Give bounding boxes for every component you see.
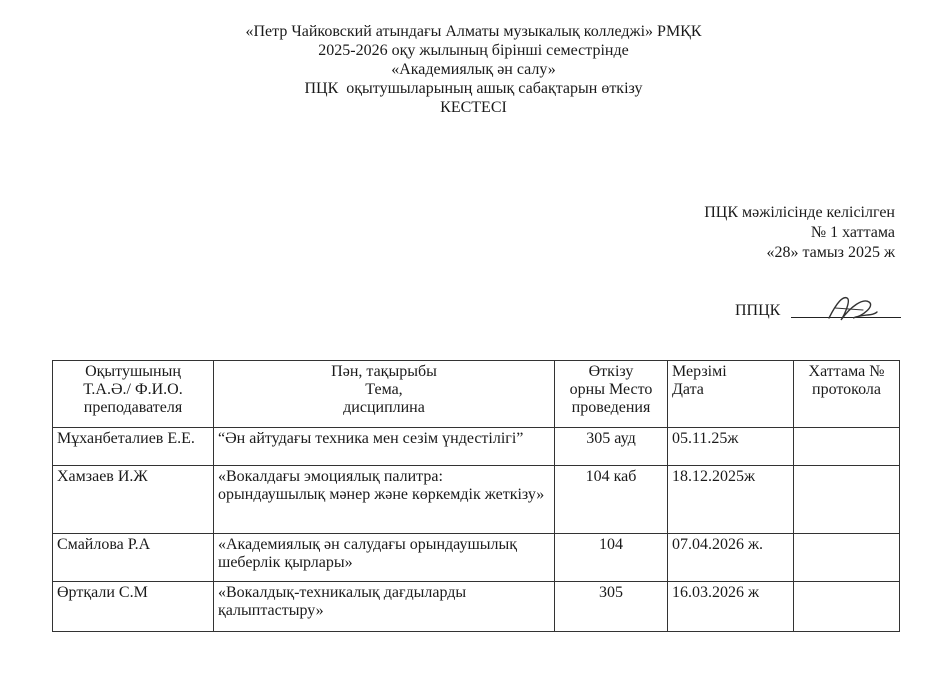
- place-cell: 104: [555, 534, 668, 582]
- document-header: [0, 22, 947, 117]
- table-row: [53, 466, 900, 534]
- protocol-number: № 1 хаттама: [810, 224, 895, 241]
- table-header-row: [53, 361, 900, 428]
- signature-scribble-icon: [823, 292, 883, 326]
- signature-label: ППЦК: [735, 302, 781, 319]
- date-cell: 16.03.2026 ж: [668, 582, 794, 632]
- header-place: Өткізу орны Место проведения: [555, 361, 668, 428]
- signature-area: [735, 292, 905, 324]
- college-name: «Петр Чайковский атындағы Алматы музыкалық колледжі» РМҚК: [245, 23, 702, 40]
- date-cell: 07.04.2026 ж.: [668, 534, 794, 582]
- place-cell: 104 каб: [555, 466, 668, 534]
- protocol-cell: [794, 582, 900, 632]
- teacher-cell: Смайлова Р.А: [53, 534, 214, 582]
- place-cell: 305 ауд: [555, 428, 668, 466]
- approval-date: «28» тамыз 2025 ж: [766, 244, 895, 261]
- document-title: КЕСТЕСІ: [440, 99, 507, 116]
- open-lessons-table: [52, 360, 900, 632]
- protocol-cell: [794, 428, 900, 466]
- department-name: «Академиялық ән салу»: [391, 61, 556, 78]
- protocol-cell: [794, 466, 900, 534]
- teacher-cell: Хамзаев И.Ж: [53, 466, 214, 534]
- header-topic: Пән, тақырыбы Тема, дисциплина: [214, 361, 555, 428]
- teacher-cell: Өртқали С.М: [53, 582, 214, 632]
- header-teacher: Оқытушының Т.А.Ә./ Ф.И.О. преподавателя: [53, 361, 214, 428]
- semester-line: 2025-2026 оқу жылының бірінші семестрінде: [318, 42, 629, 59]
- table-row: [53, 534, 900, 582]
- table-row: [53, 428, 900, 466]
- header-date: Мерзімі Дата: [668, 361, 794, 428]
- date-cell: 18.12.2025ж: [668, 466, 794, 534]
- schedule-subject: ПЦК оқытушыларының ашық сабақтарын өткізу: [304, 80, 643, 97]
- protocol-cell: [794, 534, 900, 582]
- topic-cell: «Академиялық ән салудағы орындаушылық шеберлік қырлары»: [214, 534, 555, 582]
- teacher-cell: Мұханбеталиев Е.Е.: [53, 428, 214, 466]
- place-cell: 305: [555, 582, 668, 632]
- topic-cell: «Вокалдық-техникалық дағдыларды қалыптастыру»: [214, 582, 555, 632]
- date-cell: 05.11.25ж: [668, 428, 794, 466]
- table-row: [53, 582, 900, 632]
- header-protocol: Хаттама № протокола: [794, 361, 900, 428]
- approval-block: [704, 203, 895, 263]
- approval-line: ПЦК мәжілісінде келісілген: [704, 204, 895, 221]
- topic-cell: “Ән айтудағы техника мен сезім үндестілігі”: [214, 428, 555, 466]
- topic-cell: «Вокалдағы эмоциялық палитра: орындаушылық мәнер және көркемдік жеткізу»: [214, 466, 555, 534]
